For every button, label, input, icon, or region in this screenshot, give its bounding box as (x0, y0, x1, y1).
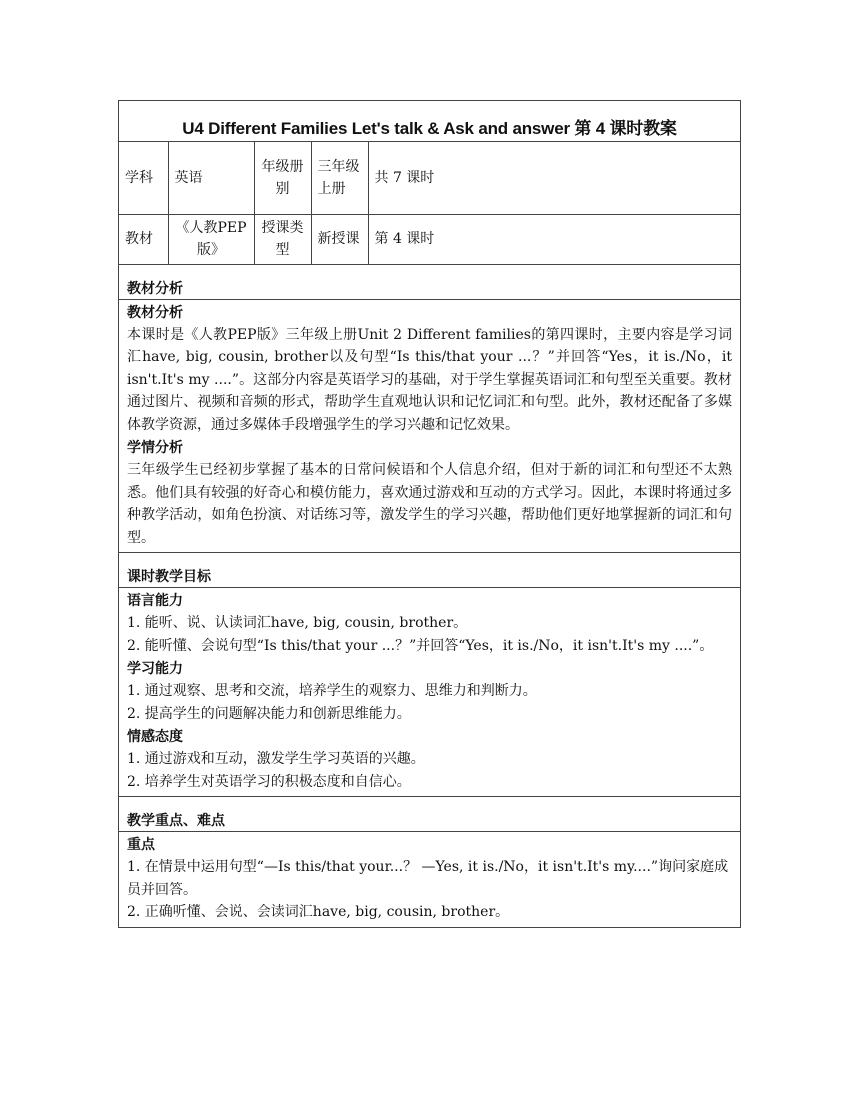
list-item: 1. 通过游戏和互动，激发学生学习英语的兴趣。 (127, 751, 425, 767)
list-item: 1. 在情景中运用句型“—Is this/that your...？ —Yes, it is./No，it isn't.It's my....”询问家庭成员并回答。 (127, 859, 729, 898)
keypoints-body (119, 832, 740, 927)
objectives-heading: 课时教学目标 (119, 553, 740, 588)
textbook-value: 《人教PEP版》 (168, 214, 254, 264)
list-item: 2. 提高学生的问题解决能力和创新思维能力。 (127, 705, 411, 722)
focus-subheading: 重点 (127, 836, 155, 852)
total-lessons: 共 7 课时 (368, 142, 740, 214)
learning-ability-subheading: 学习能力 (127, 660, 183, 676)
textbook-analysis-subheading: 教材分析 (127, 303, 183, 320)
student-analysis-subheading: 学情分析 (127, 439, 183, 455)
objectives-body (119, 588, 740, 797)
grade-label: 年级册别 (254, 142, 311, 214)
subject-label: 学科 (119, 142, 168, 214)
meta-table (119, 142, 740, 265)
textbook-label: 教材 (119, 214, 168, 264)
list-item: 1. 能听、说、认读词汇have, big, cousin, brother。 (127, 615, 468, 631)
list-item: 2. 培养学生对英语学习的积极态度和自信心。 (127, 773, 411, 790)
language-ability-subheading: 语言能力 (127, 592, 183, 608)
lesson-plan-table (118, 100, 741, 928)
subject-value: 英语 (168, 142, 254, 214)
emotion-attitude-subheading: 情感态度 (127, 728, 183, 744)
list-item: 2. 能听懂、会说句型“Is this/that your ...？”并回答“Yes，it is./No，it isn't.It's my ....”。 (127, 637, 714, 654)
analysis-body (119, 300, 740, 554)
keypoints-heading: 教学重点、难点 (119, 797, 740, 832)
student-analysis-text: 三年级学生已经初步掌握了基本的日常问候语和个人信息介绍，但对于新的词汇和句型还不太熟悉。他们具有较强的好奇心和模仿能力，喜欢通过游戏和互动的方式学习。因此，本课时将通过多种教学活动，如角色扮演、对话练习等，激发学生的学习兴趣，帮助他们更好地掌握新的词汇和句型。 (127, 462, 732, 546)
document-title: U4 Different Families Let's talk & Ask and answer 第 4 课时教案 (119, 101, 740, 142)
list-item: 2. 正确听懂、会说、会读词汇have, big, cousin, brother。 (127, 904, 510, 920)
analysis-heading: 教材分析 (119, 265, 740, 300)
lesson-type-value: 新授课 (311, 214, 368, 264)
lesson-number: 第 4 课时 (368, 214, 740, 264)
list-item: 1. 通过观察、思考和交流，培养学生的观察力、思维力和判断力。 (127, 683, 537, 699)
textbook-analysis-text: 本课时是《人教PEP版》三年级上册Unit 2 Different families的第四课时，主要内容是学习词汇have, big, cousin, brother以及句型“Is this/that your ...？”并回答“Yes，it is./No，it isn't.It's my ....”。这部分内容是英语学习的基础，对于学生掌握英语词汇和句型至关重要。教材通过图片、视频和音频的形式，帮助学生直观地认识和记忆词汇和句型。此外，教材还配备了多媒体教学资源，通过多媒体手段增强学生的学习兴趣和记忆效果。 (127, 326, 732, 433)
lesson-type-label: 授课类型 (254, 214, 311, 264)
grade-value: 三年级上册 (311, 142, 368, 214)
